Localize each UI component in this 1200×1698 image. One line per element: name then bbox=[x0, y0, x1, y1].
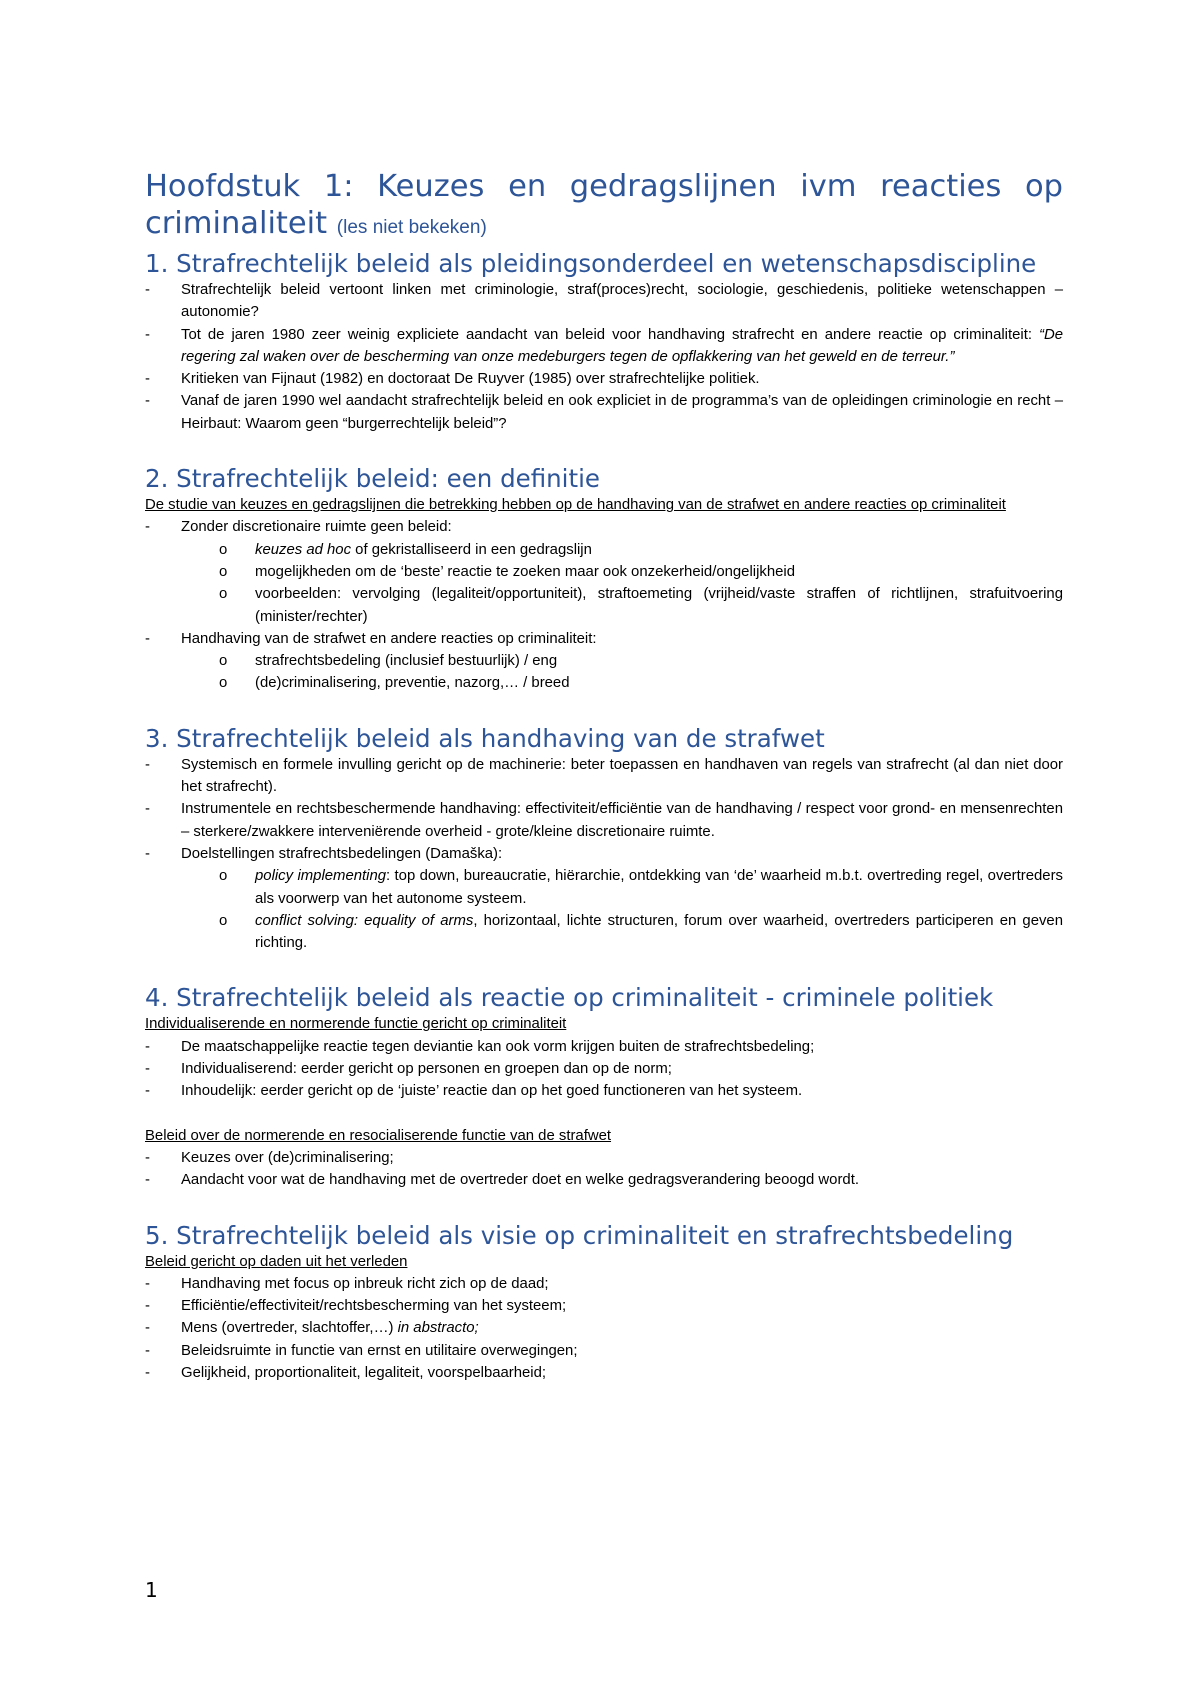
sub-list-item-text: , horizontaal, lichte structuren, forum over waarheid, overtreders participeren en geven richting. bbox=[255, 912, 1063, 952]
sub-list-item bbox=[145, 865, 1063, 910]
list-item: - Efficiëntie/effectiviteit/rechtsbescherming van het systeem; bbox=[145, 1295, 1063, 1317]
list-item bbox=[145, 1317, 1063, 1339]
section-3-list bbox=[145, 754, 1063, 955]
section-5-heading: 5. Strafrechtelijk beleid als visie op criminaliteit en strafrechtsbedeling bbox=[145, 1220, 1014, 1250]
list-item: - Vanaf de jaren 1990 wel aandacht strafrechtelijk beleid en ook expliciet in de programma’s van de opleidingen criminologie en recht – Heirbaut: Waarom geen “burgerrechtelijk beleid”? bbox=[145, 390, 1063, 435]
sub-list-item-em: policy implementing bbox=[255, 868, 387, 885]
list-item-text: Zonder discretionaire ruimte geen beleid: bbox=[181, 519, 452, 536]
section-2-list bbox=[145, 516, 1063, 694]
government-quote: “De regering zal waken over de bescherming van onze medeburgers tegen de opflakkering van het geweld en de terreur.” bbox=[181, 326, 1063, 365]
list-item: - Gelijkheid, proportionaliteit, legaliteit, voorspelbaarheid; bbox=[145, 1362, 1063, 1384]
spacer bbox=[145, 1103, 1063, 1125]
list-item: - Keuzes over (de)criminalisering; bbox=[145, 1147, 1063, 1169]
section-4-lead-1: Individualiserende en normerende functie gericht op criminaliteit bbox=[145, 1016, 567, 1033]
sub-list-item-em: keuzes ad hoc bbox=[255, 541, 352, 558]
sub-list-item bbox=[145, 539, 1063, 561]
list-item bbox=[145, 628, 1063, 695]
list-item: - Strafrechtelijk beleid vertoont linken met criminologie, straf(proces)recht, sociologie, geschiedenis, politieke wetenschappen – autonomie? bbox=[145, 279, 1063, 324]
list-item: - De maatschappelijke reactie tegen deviantie kan ook vorm krijgen buiten de strafrechtsbedeling; bbox=[145, 1036, 1063, 1058]
list-item bbox=[145, 843, 1063, 954]
sub-list-item: o voorbeelden: vervolging (legaliteit/opportuniteit), straftoemeting (vrijheid/vaste straffen of richtlijnen, strafuitvoering (minister/rechter) bbox=[145, 583, 1063, 628]
sub-list bbox=[145, 865, 1063, 954]
sub-list-item: o (de)criminalisering, preventie, nazorg,… / breed bbox=[145, 672, 1063, 694]
section-5-lead: Beleid gericht op daden uit het verleden bbox=[145, 1253, 408, 1270]
chapter-title-main: Hoofdstuk 1: Keuzes en gedragslijnen ivm reacties op criminaliteit bbox=[145, 169, 1063, 241]
sub-list bbox=[145, 650, 1063, 695]
list-item bbox=[145, 516, 1063, 627]
section-4-list-2 bbox=[145, 1147, 1063, 1192]
sub-list-item: o strafrechtsbedeling (inclusief bestuurlijk) / eng bbox=[145, 650, 1063, 672]
sub-list-item-text: : top down, bureaucratie, hiërarchie, ontdekking van ‘de’ waarheid m.b.t. overtreding regel, overtreders als voorwerp van het autonome systeem. bbox=[255, 868, 1063, 907]
list-item-text: Mens (overtreder, slachtoffer,…) bbox=[181, 1320, 398, 1337]
list-item-text: Doelstellingen strafrechtsbedelingen (Damaška): bbox=[181, 845, 503, 862]
list-item: - Inhoudelijk: eerder gericht op de ‘juiste’ reactie dan op het goed functioneren van het systeem. bbox=[145, 1080, 1063, 1102]
list-item bbox=[145, 324, 1063, 369]
section-1-list bbox=[145, 279, 1063, 435]
list-item: - Individualiserend: eerder gericht op personen en groepen dan op de norm; bbox=[145, 1058, 1063, 1080]
list-item: - Systemisch en formele invulling gericht op de machinerie: beter toepassen en handhaven van regels van strafrecht (al dan niet door het strafrecht). bbox=[145, 754, 1063, 799]
sub-list-item bbox=[145, 910, 1063, 955]
list-item-em: in abstracto; bbox=[397, 1320, 479, 1337]
page-content bbox=[145, 168, 1063, 1384]
sub-list-item: o mogelijkheden om de ‘beste’ reactie te zoeken maar ook onzekerheid/ongelijkheid bbox=[145, 561, 1063, 583]
sub-list-item-em: conflict solving: equality of arms bbox=[255, 912, 474, 929]
section-4-lead-2: Beleid over de normerende en resocialiserende functie van de strafwet bbox=[145, 1127, 612, 1144]
chapter-title-aside: (les niet bekeken) bbox=[336, 217, 487, 238]
section-4-list-1 bbox=[145, 1036, 1063, 1103]
list-item: - Handhaving met focus op inbreuk richt zich op de daad; bbox=[145, 1273, 1063, 1295]
section-2-definition: De studie van keuzes en gedragslijnen die betrekking hebben op de handhaving van de strafwet en andere reacties op criminaliteit bbox=[145, 497, 1006, 514]
sub-list-item-text: of gekristalliseerd in een gedragslijn bbox=[351, 541, 592, 558]
list-item: - Instrumentele en rechtsbeschermende handhaving: effectiviteit/efficiëntie van de handhaving / respect voor grond- en mensenrechten – sterkere/zwakkere interveniërende overheid - grote/kleine discretionaire ruimte. bbox=[145, 798, 1063, 843]
section-5-list bbox=[145, 1273, 1063, 1384]
section-3-heading: 3. Strafrechtelijk beleid als handhaving van de strafwet bbox=[145, 723, 825, 753]
list-item: - Aandacht voor wat de handhaving met de overtreder doet en welke gedragsverandering beoogd wordt. bbox=[145, 1169, 1063, 1191]
sub-list bbox=[145, 539, 1063, 628]
section-4-heading: 4. Strafrechtelijk beleid als reactie op criminaliteit - criminele politiek bbox=[145, 983, 994, 1013]
page-number: 1 bbox=[145, 1578, 158, 1602]
list-item: - Beleidsruimte in functie van ernst en utilitaire overwegingen; bbox=[145, 1340, 1063, 1362]
section-2-heading: 2. Strafrechtelijk beleid: een definitie bbox=[145, 464, 600, 494]
list-item-text: Handhaving van de strafwet en andere reacties op criminaliteit: bbox=[181, 630, 597, 647]
chapter-title bbox=[145, 168, 1063, 246]
list-item-text: Tot de jaren 1980 zeer weinig expliciete aandacht van beleid voor handhaving strafrecht en andere reactie op criminaliteit: bbox=[181, 326, 1039, 343]
section-1-heading: 1. Strafrechtelijk beleid als pleidingsonderdeel en wetenschapsdiscipline bbox=[145, 249, 1037, 278]
list-item: - Kritieken van Fijnaut (1982) en doctoraat De Ruyver (1985) over strafrechtelijke politiek. bbox=[145, 368, 1063, 390]
